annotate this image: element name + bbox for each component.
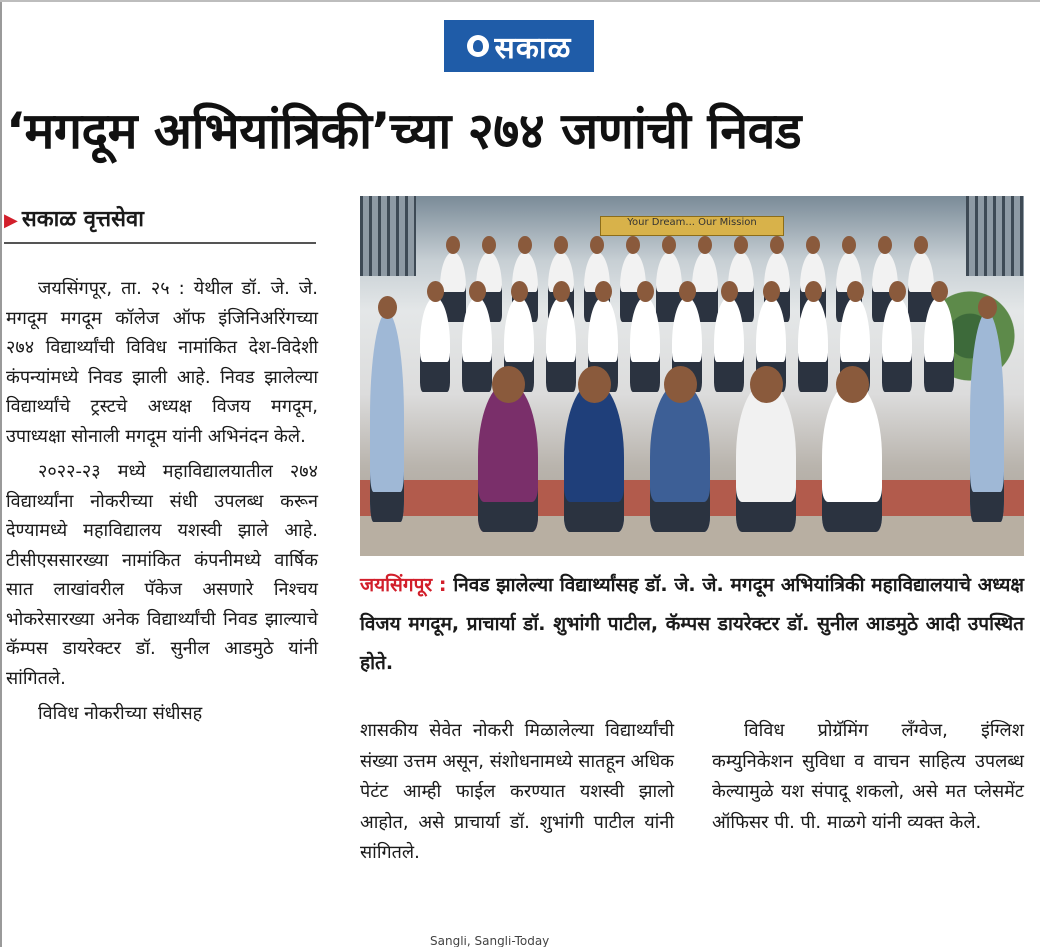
- article-column-2: [360, 716, 674, 869]
- photo-person-head: [590, 236, 604, 254]
- page-footer: Sangli, Sangli-Today: [430, 936, 550, 947]
- article-headline: ‘मगदूम अभियांत्रिकी’च्या २७४ जणांची निवड: [6, 102, 802, 160]
- photo-person-head: [978, 296, 997, 319]
- photo-person-head: [763, 281, 780, 302]
- photo-person-head: [626, 236, 640, 254]
- article-column-3: [712, 716, 1024, 838]
- photo-person-head: [931, 281, 948, 302]
- photo-person-head: [595, 281, 612, 302]
- photo-person-head: [554, 236, 568, 254]
- photo-person: [370, 312, 404, 522]
- photo-person: [970, 312, 1004, 522]
- photo-person-head: [446, 236, 460, 254]
- photo-person: [822, 382, 882, 532]
- photo-caption: [360, 566, 1024, 683]
- photo-person-head: [842, 236, 856, 254]
- newspaper-masthead: [444, 20, 594, 72]
- photo-person: [462, 297, 492, 392]
- photo-person: [798, 297, 828, 392]
- photo-person-head: [889, 281, 906, 302]
- photo-person-head: [511, 281, 528, 302]
- group-photo: [360, 196, 1024, 556]
- photo-person-head: [553, 281, 570, 302]
- photo-person-head: [578, 366, 611, 403]
- photo-person: [736, 382, 796, 532]
- photo-person-head: [734, 236, 748, 254]
- photo-person-head: [770, 236, 784, 254]
- column-3-text: विविध प्रोग्रॅमिंग लँग्वेज, इंग्लिश कम्युनिकेशन सुविधा व वाचन साहित्य उपलब्ध केल्यामुळे यश संपादू शकलो, असे मत प्लेसमेंट ऑफिसर पी. पी. माळगे यांनी व्यक्त केले.: [712, 720, 1024, 833]
- photo-person-head: [698, 236, 712, 254]
- photo-person-head: [637, 281, 654, 302]
- photo-person: [478, 382, 538, 532]
- byline: [4, 202, 316, 238]
- paragraph-2: २०२२-२३ मध्ये महाविद्यालयातील २७४ विद्यार्थ्यांना नोकरीच्या संधी उपलब्ध करून देण्यामध्ये महाविद्यालय यशस्वी झाले आहे. टीसीएससारख्या नामांकित कंपनीमध्ये वार्षिक सात लाखांवरील पॅकेज असणारे निश्चय भोकरेसारख्या अनेक विद्यार्थ्यांची निवड झाल्याचे कॅम्पस डायरेक्टर डॉ. सुनील आडमुठे यांनी सांगितले.: [6, 461, 318, 689]
- byline-divider: [4, 242, 316, 244]
- masthead-brand: सकाळ: [494, 30, 572, 66]
- photo-person-head: [914, 236, 928, 254]
- triangle-marker-icon: ▶: [4, 210, 18, 231]
- photo-person-head: [750, 366, 783, 403]
- sakal-logo-icon: [467, 35, 489, 57]
- photo-person-head: [836, 366, 869, 403]
- column-2-text: शासकीय सेवेत नोकरी मिळालेल्या विद्यार्थ्यांची संख्या उत्तम असून, संशोधनामध्ये सातहून अधिक पेटंट आम्ही फाईल करण्यात यशस्वी झालो आहोत, असे प्राचार्या डॉ. शुभांगी पाटील यांनी सांगितले.: [360, 720, 674, 863]
- photo-window-left: [360, 196, 416, 276]
- photo-person: [546, 297, 576, 392]
- photo-person-head: [482, 236, 496, 254]
- photo-person-head: [721, 281, 738, 302]
- photo-person: [714, 297, 744, 392]
- photo-person-head: [805, 281, 822, 302]
- byline-text: सकाळ वृत्तसेवा: [21, 207, 144, 232]
- photo-person-head: [518, 236, 532, 254]
- photo-person-head: [679, 281, 696, 302]
- photo-person-head: [378, 296, 397, 319]
- caption-text: निवड झालेल्या विद्यार्थ्यांसह डॉ. जे. जे. मगदूम अभियांत्रिकी महाविद्यालयाचे अध्यक्ष विजय मगदूम, प्राचार्या डॉ. शुभांगी पाटील, कॅम्पस डायरेक्टर डॉ. सुनील आडमुठे आदी उपस्थित होते.: [360, 574, 1024, 674]
- photo-person: [420, 297, 450, 392]
- photo-person-head: [662, 236, 676, 254]
- paragraph-3: विविध नोकरीच्या संधीसह: [38, 703, 203, 724]
- photo-person-head: [664, 366, 697, 403]
- photo-person: [650, 382, 710, 532]
- photo-person-head: [878, 236, 892, 254]
- photo-banner: Your Dream... Our Mission: [600, 216, 784, 236]
- caption-dateline: जयसिंगपूर :: [360, 574, 447, 596]
- article-column-1: [6, 274, 318, 735]
- photo-person: [924, 297, 954, 392]
- photo-person-head: [469, 281, 486, 302]
- photo-person: [564, 382, 624, 532]
- photo-person: [882, 297, 912, 392]
- paragraph-1: जयसिंगपूर, ता. २५ : येथील डॉ. जे. जे. मगदूम मगदूम कॉलेज ऑफ इंजिनिअरिंगच्या २७४ विद्यार्थ्यांची विविध नामांकित देश-विदेशी कंपन्यांमध्ये निवड झाली आहे. निवड झालेल्या विद्यार्थ्यांचे ट्रस्टचे अध्यक्ष विजय मगदूम, उपाध्यक्षा सोनाली मगदूम यांनी अभिनंदन केले.: [6, 278, 318, 447]
- photo-person-head: [847, 281, 864, 302]
- photo-person-head: [492, 366, 525, 403]
- photo-person-head: [427, 281, 444, 302]
- page-border-top: [0, 0, 1040, 2]
- photo-window-right: [966, 196, 1024, 276]
- photo-person: [630, 297, 660, 392]
- photo-person-head: [806, 236, 820, 254]
- page-border-left: [0, 0, 2, 947]
